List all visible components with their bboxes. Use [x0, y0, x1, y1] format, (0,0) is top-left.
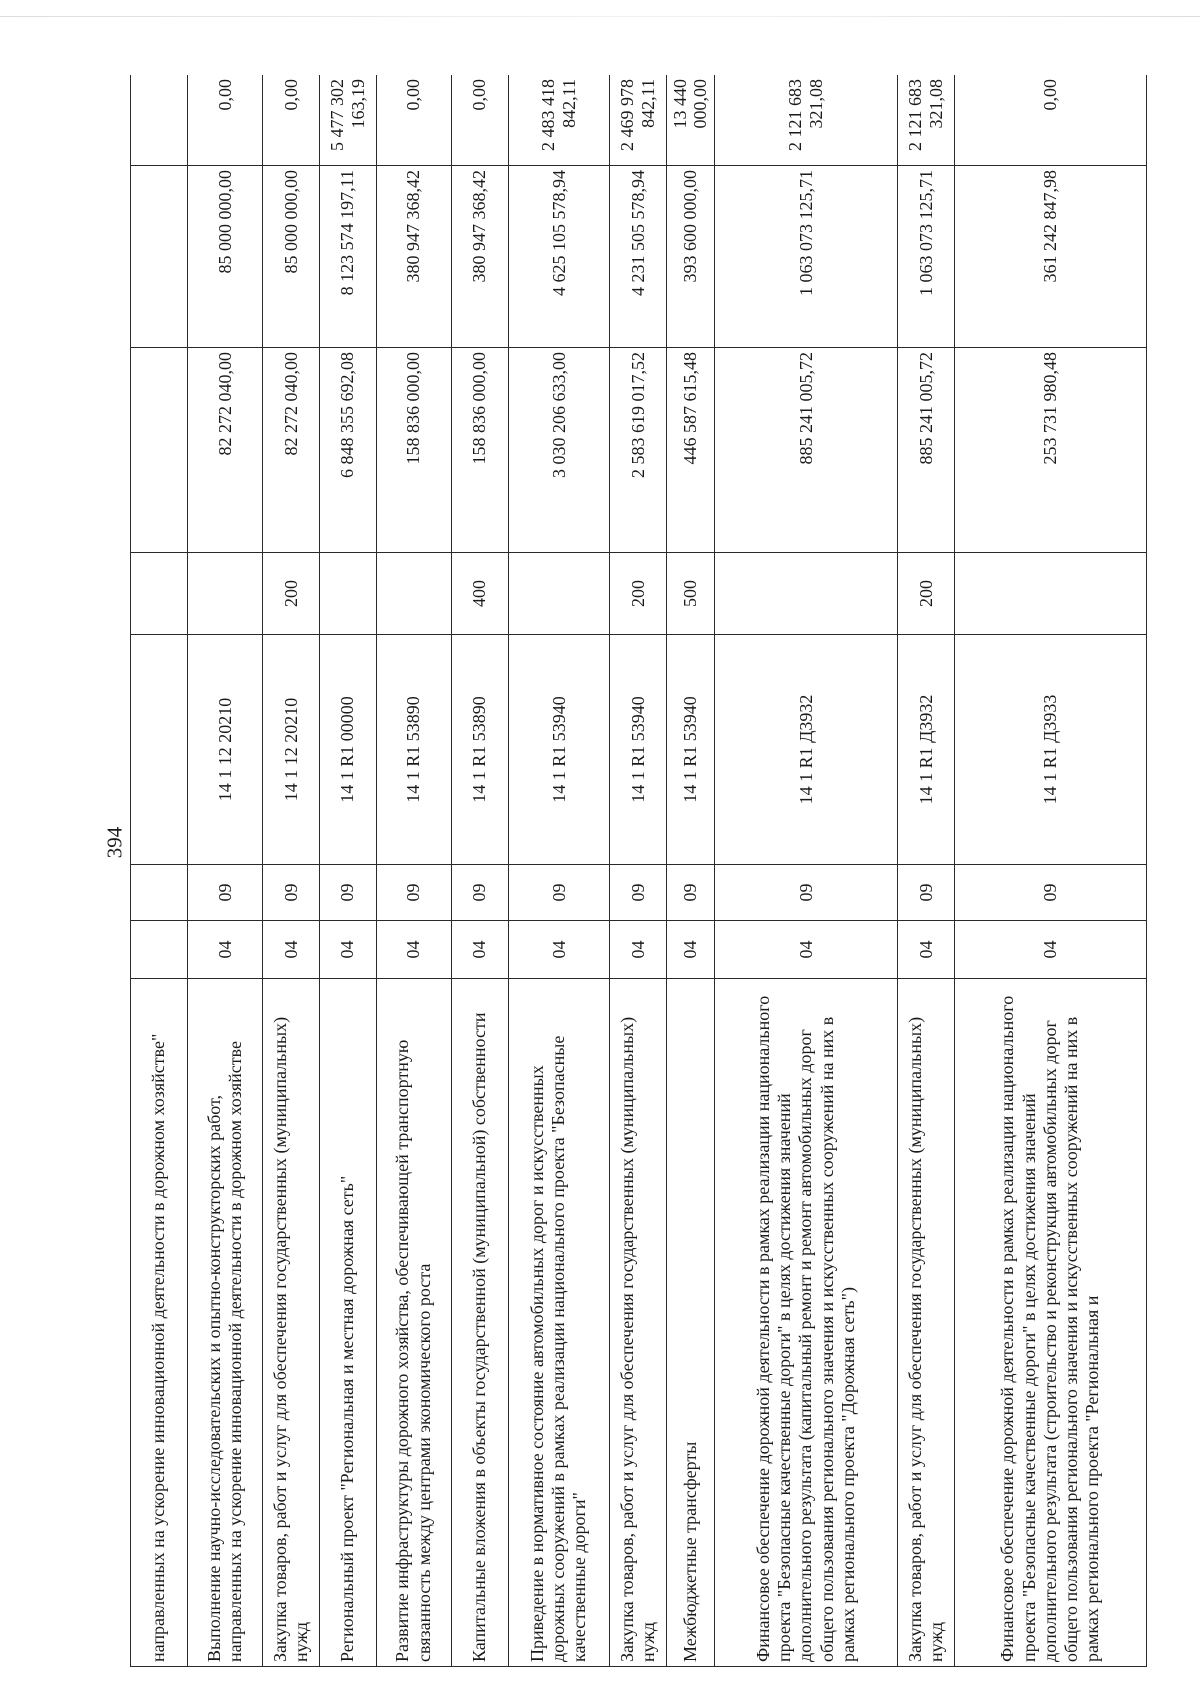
amount-year-3: 2 121 683 321,08 — [714, 75, 897, 166]
amount-year-3 — [131, 75, 188, 166]
amount-year-1: 885 241 005,72 — [898, 348, 955, 553]
amount-year-2: 393 600 000,00 — [666, 166, 714, 348]
expense-type-code: 400 — [451, 553, 508, 635]
amount-year-1: 446 587 615,48 — [666, 348, 714, 553]
expense-type-code — [131, 553, 188, 635]
item-name: направленных на ускорение инновационной деятельности в дорожном хозяйстве" — [131, 979, 188, 1667]
budget-table — [130, 75, 1147, 1667]
target-article-code: 14 1 R1 Д3933 — [954, 635, 1146, 865]
table-row — [376, 75, 451, 1667]
amount-year-1: 82 272 040,00 — [263, 348, 320, 553]
table-row — [898, 75, 955, 1667]
subsection-code: 09 — [263, 865, 320, 921]
item-name: Развитие инфраструктуры дорожного хозяйства, обеспечивающей транспортную связанность между центрами экономического роста — [376, 979, 451, 1667]
target-article-code: 14 1 R1 00000 — [319, 635, 376, 865]
subsection-code: 09 — [610, 865, 667, 921]
amount-year-2: 85 000 000,00 — [187, 166, 262, 348]
target-article-code: 14 1 R1 53940 — [666, 635, 714, 865]
table-row — [263, 75, 320, 1667]
expense-type-code — [319, 553, 376, 635]
expense-type-code — [508, 553, 609, 635]
amount-year-1: 82 272 040,00 — [187, 348, 262, 553]
item-name: Межбюджетные трансферты — [666, 979, 714, 1667]
amount-year-3: 0,00 — [187, 75, 262, 166]
amount-year-2: 8 123 574 197,11 — [319, 166, 376, 348]
table-frame — [130, 75, 1147, 1667]
target-article-code: 14 1 R1 Д3932 — [714, 635, 897, 865]
subsection-code: 09 — [954, 865, 1146, 921]
target-article-code: 14 1 R1 53890 — [451, 635, 508, 865]
amount-year-1: 158 836 000,00 — [376, 348, 451, 553]
target-article-code: 14 1 12 20210 — [263, 635, 320, 865]
expense-type-code — [954, 553, 1146, 635]
expense-type-code: 200 — [263, 553, 320, 635]
section-code: 04 — [898, 921, 955, 979]
amount-year-1: 3 030 206 633,00 — [508, 348, 609, 553]
table-row — [187, 75, 262, 1667]
section-code: 04 — [954, 921, 1146, 979]
target-article-code: 14 1 12 20210 — [187, 635, 262, 865]
item-name: Региональный проект "Региональная и местная дорожная сеть" — [319, 979, 376, 1667]
amount-year-2: 380 947 368,42 — [376, 166, 451, 348]
amount-year-1 — [131, 348, 188, 553]
section-code: 04 — [319, 921, 376, 979]
table-row — [610, 75, 667, 1667]
amount-year-2: 4 625 105 578,94 — [508, 166, 609, 348]
target-article-code: 14 1 R1 53890 — [376, 635, 451, 865]
subsection-code — [131, 865, 188, 921]
section-code: 04 — [666, 921, 714, 979]
item-name: Финансовое обеспечение дорожной деятельности в рамках реализации национального проекта "Безопасные качественные дороги" в целях достижения значений дополнительного результата (строительство и реконструкция автомобильных дорог общего пользования регионального значения и искусственных сооружений на них в рамках регионального проекта "Региональная и — [954, 979, 1146, 1667]
amount-year-3: 2 469 978 842,11 — [610, 75, 667, 166]
table-row — [954, 75, 1146, 1667]
subsection-code: 09 — [666, 865, 714, 921]
section-code: 04 — [451, 921, 508, 979]
amount-year-3: 13 440 000,00 — [666, 75, 714, 166]
item-name: Капитальные вложения в объекты государственной (муниципальной) собственности — [451, 979, 508, 1667]
section-code: 04 — [714, 921, 897, 979]
amount-year-3: 0,00 — [954, 75, 1146, 166]
expense-type-code — [714, 553, 897, 635]
table-row — [714, 75, 897, 1667]
amount-year-2: 1 063 073 125,71 — [714, 166, 897, 348]
target-article-code: 14 1 R1 Д3932 — [898, 635, 955, 865]
amount-year-1: 885 241 005,72 — [714, 348, 897, 553]
item-name: Приведение в нормативное состояние автомобильных дорог и искусственных дорожных сооружений в рамках реализации национального проекта "Безопасные качественные дороги" — [508, 979, 609, 1667]
table-row — [666, 75, 714, 1667]
section-code: 04 — [376, 921, 451, 979]
amount-year-2: 380 947 368,42 — [451, 166, 508, 348]
subsection-code: 09 — [319, 865, 376, 921]
amount-year-2 — [131, 166, 188, 348]
item-name: Закупка товаров, работ и услуг для обеспечения государственных (муниципальных) нужд — [898, 979, 955, 1667]
target-article-code — [131, 635, 188, 865]
amount-year-2: 4 231 505 578,94 — [610, 166, 667, 348]
subsection-code: 09 — [187, 865, 262, 921]
subsection-code: 09 — [714, 865, 897, 921]
subsection-code: 09 — [898, 865, 955, 921]
amount-year-2: 85 000 000,00 — [263, 166, 320, 348]
table-row — [319, 75, 376, 1667]
section-code — [131, 921, 188, 979]
amount-year-3: 0,00 — [376, 75, 451, 166]
item-name: Закупка товаров, работ и услуг для обеспечения государственных (муниципальных) нужд — [610, 979, 667, 1667]
table-row — [508, 75, 609, 1667]
amount-year-2: 361 242 847,98 — [954, 166, 1146, 348]
amount-year-1: 2 583 619 017,52 — [610, 348, 667, 553]
amount-year-3: 0,00 — [263, 75, 320, 166]
subsection-code: 09 — [508, 865, 609, 921]
item-name: Закупка товаров, работ и услуг для обеспечения государственных (муниципальных) нужд — [263, 979, 320, 1667]
expense-type-code: 200 — [610, 553, 667, 635]
amount-year-3: 0,00 — [451, 75, 508, 166]
subsection-code: 09 — [376, 865, 451, 921]
amount-year-1: 253 731 980,48 — [954, 348, 1146, 553]
expense-type-code: 200 — [898, 553, 955, 635]
section-code: 04 — [610, 921, 667, 979]
section-code: 04 — [187, 921, 262, 979]
rotated-table-container — [130, 75, 1147, 1667]
expense-type-code — [376, 553, 451, 635]
section-code: 04 — [508, 921, 609, 979]
section-code: 04 — [263, 921, 320, 979]
amount-year-3: 2 483 418 842,11 — [508, 75, 609, 166]
target-article-code: 14 1 R1 53940 — [610, 635, 667, 865]
page-number: 394 — [102, 826, 127, 859]
amount-year-3: 2 121 683 321,08 — [898, 75, 955, 166]
amount-year-3: 5 477 302 163,19 — [319, 75, 376, 166]
expense-type-code — [187, 553, 262, 635]
expense-type-code: 500 — [666, 553, 714, 635]
target-article-code: 14 1 R1 53940 — [508, 635, 609, 865]
item-name: Финансовое обеспечение дорожной деятельности в рамках реализации национального проекта "Безопасные качественные дороги" в целях достижения значений дополнительного результата (капитальный ремонт и ремонт автомобильных дорог общего пользования регионального значения и искусственных сооружений на них в рамках регионального проекта "Дорожная сеть") — [714, 979, 897, 1667]
amount-year-1: 158 836 000,00 — [451, 348, 508, 553]
table-row — [131, 75, 188, 1667]
item-name: Выполнение научно-исследовательских и опытно-конструкторских работ, направленных на ускорение инновационной деятельности в дорожном хозяйстве — [187, 979, 262, 1667]
subsection-code: 09 — [451, 865, 508, 921]
amount-year-2: 1 063 073 125,71 — [898, 166, 955, 348]
scan-edge-mark — [0, 16, 1200, 17]
table-row — [451, 75, 508, 1667]
amount-year-1: 6 848 355 692,08 — [319, 348, 376, 553]
